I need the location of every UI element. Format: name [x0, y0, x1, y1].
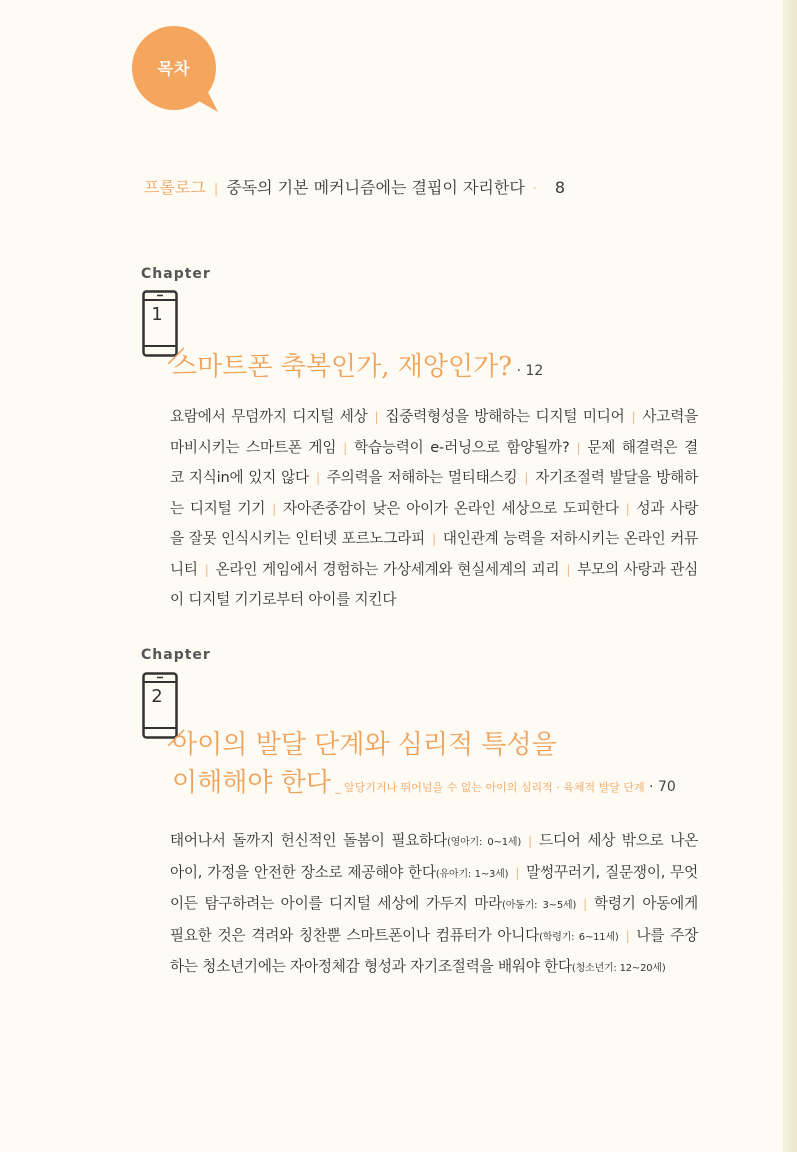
topic: 드디어 세상 밖으로 나온 아이, 가정을 안전한 장소로 제공해야 한다: [170, 832, 698, 881]
topic: 자아존중감이 낮은 아이가 온라인 세상으로 도피한다: [283, 499, 619, 517]
topic: 문제 해결력은 결코 지식in에 있지 않다: [170, 438, 698, 486]
topic-note: (학령기: 6~11세): [539, 931, 619, 943]
topic-note: (유아기: 1~3세): [435, 868, 509, 880]
topic-note: (청소년기: 12~20세): [571, 963, 666, 974]
chapter-2-number: 2: [151, 686, 163, 707]
topic-note: (영아기: 0~1세): [446, 837, 522, 848]
chapter-1-number: 1: [151, 304, 163, 325]
chapter-2-title-line1[interactable]: 아이의 발달 단계와 심리적 특성을: [172, 730, 557, 760]
topic: 집중력형성을 방해하는 디지털 미디어: [385, 408, 625, 425]
page-edge: [783, 0, 797, 1152]
topic: 자기조절력 발달을 방해하는 디지털 기기: [170, 469, 698, 517]
topic: 주의력을 저해하는 멀티태스킹: [326, 469, 518, 486]
chapter-1-word: Chapter: [141, 266, 211, 282]
chapter-2-title-line2: 이해해야 한다: [172, 768, 331, 798]
chapter-2-subtitle: _ 앞당기거나 뛰어넘을 수 없는 아이의 심리적 · 육체적 발달 단계: [334, 781, 645, 794]
chapter-1-title: 스마트폰 축복인가, 재앙인가?: [172, 352, 513, 382]
topic-note: (아동기: 3~5세): [502, 900, 577, 911]
topic: 학령기 아동에게 필요한 것은 격려와 칭찬뿐 스마트폰이나 컴퓨터가 아니다: [170, 895, 698, 944]
chapter-1-topics: 요람에서 무덤까지 디지털 세상 | 집중력형성을 방해하는 디지털 미디어 | 사고력을 마비시키는 스마트폰 게임 | 학습능력이 e-러닝으로 함양될까? | 문제 해결력은 결코 지식in에 있지 않다 | 주의력을 저해하는 멀티태스킹 | 자기조절력 발달을 방해하는 디지털 기기 | 자아존중감이 낮은 아이가 온라인 세상으로 도피한다 | 성과 사랑을 잘못 인식시키는 인터넷 포르노그라피 | 대인관계 능력을 저하시키는 온라인 커뮤니티 | 온라인 게임에서 경험하는 가상세계와 현실세계의 괴리 | 부모의 사랑과 관심이 디지털 기기로부터 아이를 지킨다: [170, 408, 699, 608]
separator: ·: [532, 182, 537, 197]
separator: |: [213, 182, 219, 197]
prologue-tag: 프롤로그: [144, 178, 206, 197]
topic: 사고력을 마비시키는 스마트폰 게임: [170, 408, 698, 456]
chapter-2-title-row[interactable]: 이해해야 한다 _ 앞당기거나 뛰어넘을 수 없는 아이의 심리적 · 육체적 발달 단계 · 70: [172, 768, 676, 798]
topic: 성과 사랑을 잘못 인식시키는 인터넷 포르노그라피: [170, 499, 698, 547]
topic: 온라인 게임에서 경험하는 가상세계와 현실세계의 괴리: [215, 560, 560, 578]
topic: 학습능력이 e-러닝으로 함양될까?: [354, 438, 570, 456]
toc-badge-label: 목차: [157, 59, 191, 78]
chapter-1-page: 12: [525, 363, 544, 379]
topic: 대인관계 능력을 저하시키는 온라인 커뮤니티: [170, 530, 698, 578]
phone-icon: [142, 290, 172, 354]
toc-badge: [132, 26, 222, 114]
topic: 부모의 사랑과 관심이 디지털 기기로부터 아이를 지킨다: [170, 560, 699, 608]
topic: 요람에서 무덤까지 디지털 세상: [170, 408, 368, 425]
chapter-2-word: Chapter: [141, 647, 211, 663]
prologue-entry[interactable]: [144, 175, 565, 198]
topic: 태어나서 돌까지 헌신적인 돌봄이 필요하다: [170, 832, 447, 849]
prologue-title: 중독의 기본 메커니즘에는 결핍이 자리한다: [226, 178, 525, 197]
chapter-1-title-row[interactable]: 스마트폰 축복인가, 재앙인가? · 12: [172, 352, 544, 382]
topic: 말썽꾸러기, 질문쟁이, 무엇이든 탐구하려는 아이를 디지털 세상에 가두지 마라: [170, 863, 698, 912]
phone-icon: [142, 672, 172, 736]
chapter-2-topics: 태어나서 돌까지 헌신적인 돌봄이 필요하다(영아기: 0~1세) | 드디어 세상 밖으로 나온 아이, 가정을 안전한 장소로 제공해야 한다(유아기: 1~3세) | 말썽꾸러기, 질문쟁이, 무엇이든 탐구하려는 아이를 디지털 세상에 가두지 마라(아동기: 3~5세) | 학령기 아동에게 필요한 것은 격려와 칭찬뿐 스마트폰이나 컴퓨터가 아니다(학령기: 6~11세) | 나를 주장하는 청소년기에는 자아정체감 형성과 자기조절력을 배워야 한다(청소년기: 12~20세): [170, 832, 698, 975]
topic: 나를 주장하는 청소년기에는 자아정체감 형성과 자기조절력을 배워야 한다: [170, 926, 698, 975]
chapter-2-page: 70: [657, 779, 676, 795]
prologue-page: 8: [554, 178, 566, 197]
